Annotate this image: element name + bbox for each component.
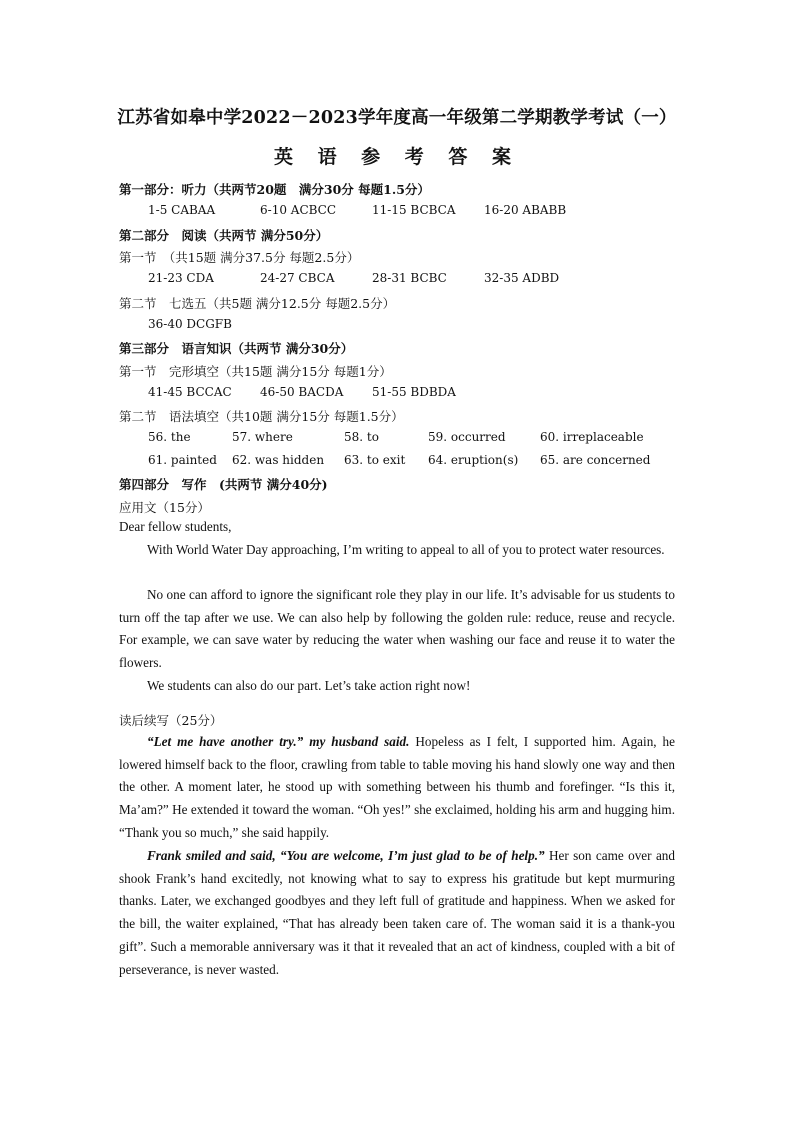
part3-answer: 46-50 BACDA xyxy=(260,385,344,399)
letter-paragraph: We students can also do our part. Let’s take action right now! xyxy=(147,678,471,693)
part3-answer: 51-55 BDBDA xyxy=(372,385,456,399)
grammar-answer: 57. where xyxy=(232,430,293,444)
part1-answer: 1-5 CABAA xyxy=(148,203,216,217)
part1-answer: 11-15 BCBCA xyxy=(372,203,456,217)
grammar-answer: 59. occurred xyxy=(428,430,506,444)
grammar-answer: 60. irreplaceable xyxy=(540,430,644,444)
continuation-paragraph xyxy=(119,731,675,845)
part3-heading: 第三部分 语言知识（共两节 满分30分） xyxy=(119,341,354,356)
writing2-heading: 读后续写（25分） xyxy=(119,713,223,728)
grammar-answer: 63. to exit xyxy=(344,453,406,467)
part2-answer: 21-23 CDA xyxy=(148,271,214,285)
grammar-answer: 61. painted xyxy=(148,453,217,467)
part3-section2-heading: 第二节 语法填空（共10题 满分15分 每题1.5分） xyxy=(119,409,404,424)
grammar-answer: 65. are concerned xyxy=(540,453,651,467)
part2-answer: 24-27 CBCA xyxy=(260,271,335,285)
continuation-lead-sentence: “Let me have another try.” my husband said. xyxy=(147,734,410,749)
part4-heading: 第四部分 写作 (共两节 满分40分) xyxy=(119,477,328,492)
grammar-answer: 62. was hidden xyxy=(232,453,325,467)
part3-answer: 41-45 BCCAC xyxy=(148,385,232,399)
grammar-answer: 64. eruption(s) xyxy=(428,453,519,467)
continuation-text: Hopeless as I felt, I supported him. Again, he lowered himself back to the floor, crawling from table to table moving his hand slowly one way and then the other. A moment later, he stood up with something between his thumb and forefinger. “Is this it, Ma’am?” He extended it toward the woman. “Oh yes!” she exclaimed, holding his arm and hugging him. “Thank you so much,” she said happily. xyxy=(119,734,675,840)
writing1-heading: 应用文（15分） xyxy=(119,500,210,515)
part2-section1-heading: 第一节 （共15题 满分37.5分 每题2.5分） xyxy=(119,250,360,265)
letter-paragraph: With World Water Day approaching, I’m writing to appeal to all of you to protect water resources. xyxy=(147,542,665,557)
part1-answer: 6-10 ACBCC xyxy=(260,203,337,217)
continuation-lead-sentence: Frank smiled and said, “You are welcome, I’m just glad to be of help.” xyxy=(147,848,545,863)
continuation-paragraph xyxy=(119,845,675,981)
part2-answer: 36-40 DCGFB xyxy=(148,317,232,331)
part2-heading: 第二部分 阅读（共两节 满分50分） xyxy=(119,228,329,243)
grammar-answer: 58. to xyxy=(344,430,379,444)
part2-answer: 32-35 ADBD xyxy=(484,271,560,285)
letter-paragraph: No one can afford to ignore the significant role they play in our life. It’s advisable for us students to turn off the tap after we use. We can also help by following the golden rule: reduce, reuse and recycle. For example, we can save water by reducing the water when washing our face and reuse it to water the flowers. xyxy=(119,587,675,671)
part2-section2-heading: 第二节 七选五（共5题 满分12.5分 每题2.5分） xyxy=(119,296,396,311)
grammar-answer: 56. the xyxy=(148,430,191,444)
part3-section1-heading: 第一节 完形填空（共15题 满分15分 每题1分） xyxy=(119,364,392,379)
letter-greeting: Dear fellow students, xyxy=(119,519,232,534)
part1-answer: 16-20 ABABB xyxy=(484,203,567,217)
document-title: 江苏省如皋中学2022－2023学年度高一年级第二学期教学考试（一） xyxy=(117,108,677,128)
continuation-text: Her son came over and shook Frank’s hand excitedly, not knowing what to say to express his gratitude but kept murmuring thanks. Later, we exchanged goodbyes and they left full of gratitude and happiness. When we asked for the bill, the waiter explained, “That has already been taken care of. The woman said it is a thank-you gift”. Such a memorable anniversary was it that it revealed that an act of kindness, coupled with a bit of perseverance, is never wasted. xyxy=(119,848,675,977)
part2-answer: 28-31 BCBC xyxy=(372,271,447,285)
part1-heading: 第一部分：听力（共两节20题 满分30分 每题1.5分） xyxy=(119,182,430,197)
document-subtitle: 英 语 参 考 答 案 xyxy=(273,146,521,168)
